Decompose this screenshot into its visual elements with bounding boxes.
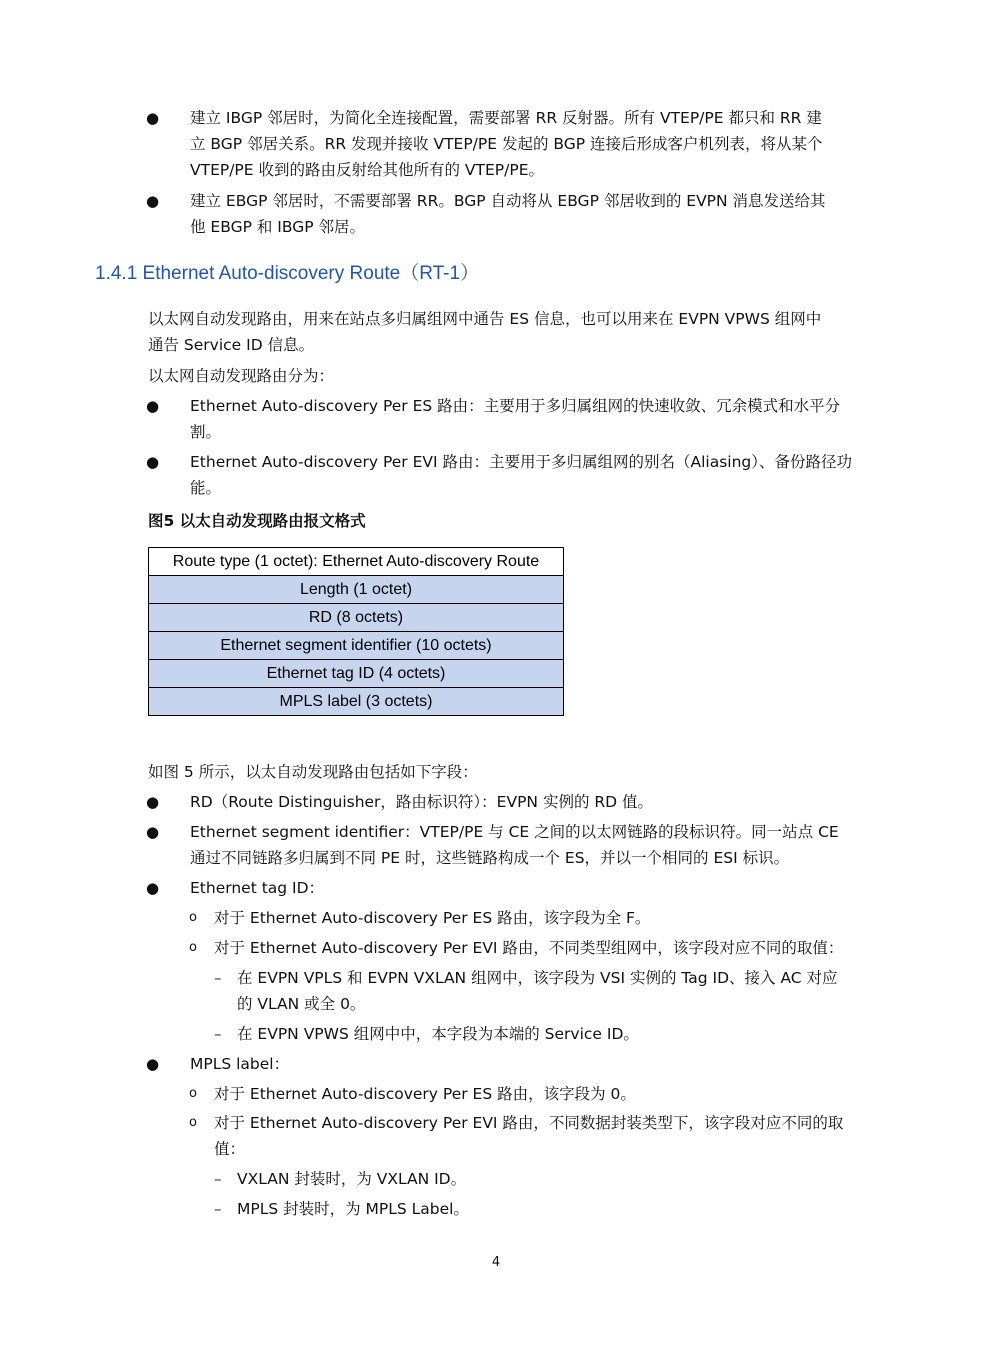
- circle-marker: o: [189, 1115, 197, 1130]
- type-bullet-2: [190, 449, 852, 501]
- text-line: Ethernet segment identifier：VTEP/PE 与 CE 之间的以太网链路的段标识符。同一站点 CE: [190, 823, 839, 841]
- bullet-marker: ●: [146, 192, 160, 210]
- tag-detail-2: 在 EVPN VPWS 组网中中，本字段为本端的 Service ID。: [237, 1025, 639, 1043]
- dash-marker: –: [214, 1170, 222, 1188]
- intro-bullet-1: [190, 105, 823, 183]
- figure-row-route-type: Route type (1 octet): Ethernet Auto-discovery Route: [149, 548, 563, 575]
- paragraph-2: 以太网自动发现路由分为：: [148, 367, 335, 385]
- page-number: 4: [491, 1255, 501, 1270]
- text-line: 能。: [190, 479, 222, 497]
- text-line: 的 VLAN 或全 0。: [237, 995, 366, 1013]
- text-line: Ethernet Auto-discovery Per EVI 路由：主要用于多归属组网的别名（Aliasing）、备份路径功: [190, 453, 853, 471]
- tag-sub-1: 对于 Ethernet Auto-discovery Per ES 路由，该字段为全 F。: [214, 909, 651, 927]
- tag-sub-2: 对于 Ethernet Auto-discovery Per EVI 路由，不同类型组网中，该字段对应不同的取值：: [214, 939, 844, 957]
- mpls-sub-2: [214, 1110, 843, 1162]
- packet-format-figure: [148, 547, 564, 716]
- text-line: 对于 Ethernet Auto-discovery Per EVI 路由，不同数据封装类型下，该字段对应不同的取: [214, 1114, 844, 1132]
- text-line: 割。: [190, 423, 222, 441]
- type-bullet-1: [190, 393, 840, 445]
- bullet-marker: ●: [146, 879, 160, 897]
- dash-marker: –: [214, 1200, 222, 1218]
- text-line: 通过不同链路多归属到不同 PE 时，这些链路构成一个 ES，并以一个相同的 ESI 标识。: [190, 849, 790, 867]
- bullet-marker: ●: [146, 397, 160, 415]
- field-ethernet-tag-title: Ethernet tag ID：: [190, 879, 325, 897]
- circle-marker: o: [189, 910, 197, 925]
- field-rd: RD（Route Distinguisher，路由标识符）：EVPN 实例的 RD 值。: [190, 793, 654, 811]
- bullet-marker: ●: [146, 453, 160, 471]
- tag-detail-1: [237, 965, 838, 1017]
- section-heading: 1.4.1 Ethernet Auto-discovery Route（RT-1）: [95, 263, 480, 284]
- dash-marker: –: [214, 1025, 222, 1043]
- mpls-sub-1: 对于 Ethernet Auto-discovery Per ES 路由，该字段为 0。: [214, 1085, 636, 1103]
- bullet-marker: ●: [146, 793, 160, 811]
- figure-caption: 图5 以太自动发现路由报文格式: [148, 512, 366, 530]
- text-line: 以太网自动发现路由，用来在站点多归属组网中通告 ES 信息，也可以用来在 EVPN VPWS 组网中: [148, 310, 822, 328]
- circle-marker: o: [189, 1086, 197, 1101]
- circle-marker: o: [189, 940, 197, 955]
- text-line: 通告 Service ID 信息。: [148, 336, 315, 354]
- text-line: 他 EBGP 和 IBGP 邻居。: [190, 218, 366, 236]
- field-esi: [190, 819, 839, 871]
- figure-row-esi: Ethernet segment identifier (10 octets): [149, 631, 563, 659]
- text-line: Ethernet Auto-discovery Per ES 路由：主要用于多归属组网的快速收敛、冗余模式和水平分: [190, 397, 841, 415]
- text-line: 值：: [214, 1140, 246, 1158]
- figure-row-mpls-label: MPLS label (3 octets): [149, 687, 563, 715]
- intro-bullet-2: [190, 188, 826, 240]
- text-line: 建立 EBGP 邻居时，不需要部署 RR。BGP 自动将从 EBGP 邻居收到的 EVPN 消息发送给其: [190, 192, 826, 210]
- text-line: 立 BGP 邻居关系。RR 发现并接收 VTEP/PE 发起的 BGP 连接后形成客户机列表，将从某个: [190, 135, 823, 153]
- figure-row-rd: RD (8 octets): [149, 603, 563, 631]
- dash-marker: –: [214, 969, 222, 987]
- text-line: 在 EVPN VPLS 和 EVPN VXLAN 组网中，该字段为 VSI 实例的 Tag ID、接入 AC 对应: [237, 969, 838, 987]
- text-line: VTEP/PE 收到的路由反射给其他所有的 VTEP/PE。: [190, 161, 545, 179]
- bullet-marker: ●: [146, 823, 160, 841]
- mpls-detail-2: MPLS 封装时，为 MPLS Label。: [237, 1200, 469, 1218]
- paragraph-1: [148, 306, 821, 358]
- bullet-marker: ●: [146, 109, 160, 127]
- figure-row-length: Length (1 octet): [149, 575, 563, 603]
- field-mpls-title: MPLS label：: [190, 1055, 290, 1073]
- text-line: 建立 IBGP 邻居时，为简化全连接配置，需要部署 RR 反射器。所有 VTEP/PE 都只和 RR 建: [190, 109, 822, 127]
- paragraph-3: 如图 5 所示，以太自动发现路由包括如下字段：: [148, 763, 478, 781]
- mpls-detail-1: VXLAN 封装时，为 VXLAN ID。: [237, 1170, 467, 1188]
- figure-row-ethernet-tag: Ethernet tag ID (4 octets): [149, 659, 563, 687]
- bullet-marker: ●: [146, 1055, 160, 1073]
